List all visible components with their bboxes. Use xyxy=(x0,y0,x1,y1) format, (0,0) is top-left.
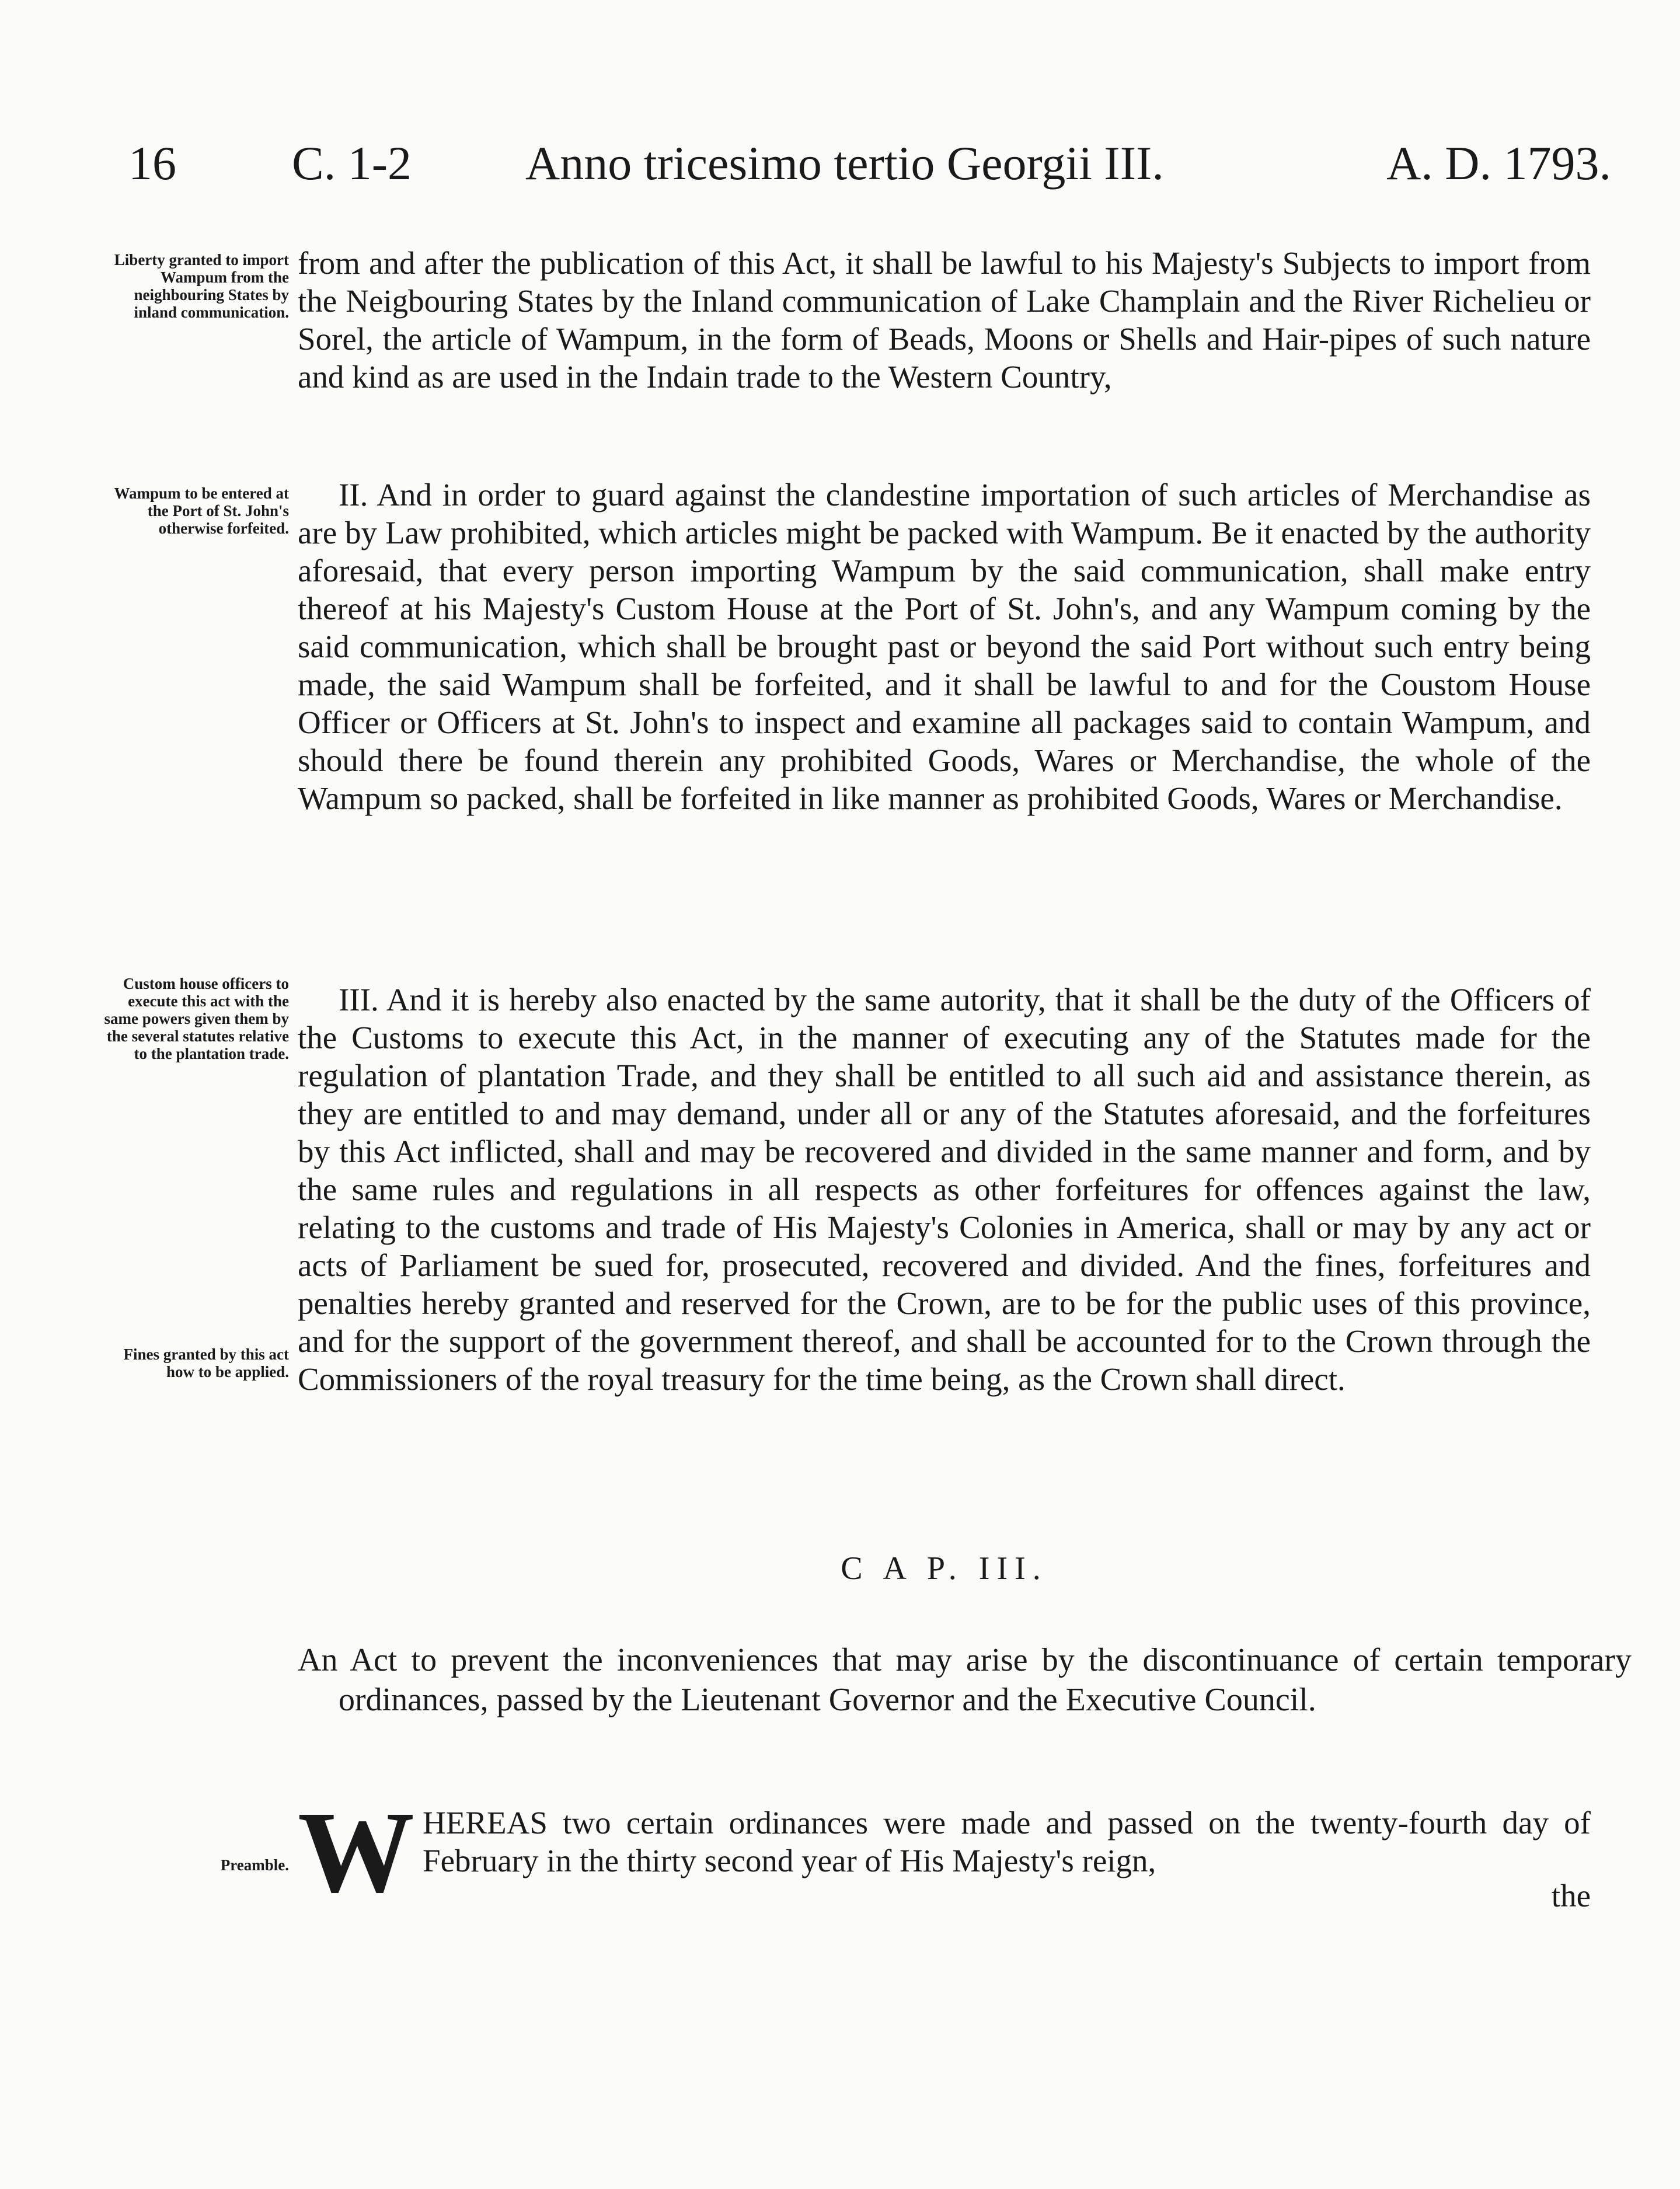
reign-title: Anno tricesimo tertio Georgii III. xyxy=(525,137,1164,190)
chapter-reference: C. 1-2 xyxy=(292,137,412,190)
catchword: the xyxy=(1551,1878,1591,1913)
paragraph-1: from and after the publication of this Act, it shall be lawful to his Majesty's Subjects to import from the Neigbouring States by the Inland communication of Lake Champlain and the River Richelieu or Sorel, the article of Wampum, in the form of Beads, Moons or Shells and Hair-pipes of such nature and kind as are used in the Indain trade to the Western Country, xyxy=(298,245,1591,395)
drop-cap: W xyxy=(298,1788,414,1917)
margin-note-wampum-entry: Wampum to be entered at the Port of St. John's otherwise forfeited. xyxy=(114,484,289,537)
page-number: 16 xyxy=(128,137,176,190)
margin-note-fines: Fines granted by this act how to be applied. xyxy=(123,1346,289,1381)
paragraph-3: III. And it is hereby also enacted by the same autority, that it shall be the duty of the Officers of the Customs to execute this Act, in the manner of executing any of the Statutes made for the regulation of plantation Trade, and they shall be entitled to all such aid and assistance therein, as they are entitled to and may demand, under all or any of the Statutes aforesaid, and the forfeitures by this Act inflicted, shall and may be recovered and divided in the same manner and form, and by the same rules and regulations in all respects as other forfeitures for offences against the law, relating to the customs and trade of His Majesty's Colonies in America, shall or may by any act or acts of Parliament be sued for, prosecuted, recovered and divided. And the fines, forfeitures and penalties hereby granted and reserved for the Crown, are to be for the public uses of this province, and for the support of the government thereof, and shall be accounted for to the Crown through the Commissioners of the royal treasury for the time being, as the Crown shall direct. xyxy=(298,982,1591,1397)
chapter-heading: C A P. III. xyxy=(841,1550,1048,1587)
year: A. D. 1793. xyxy=(1386,137,1611,190)
margin-note-preamble: Preamble. xyxy=(220,1856,289,1874)
margin-note-liberty: Liberty granted to import Wampum from the neighbouring States by inland communication. xyxy=(114,251,289,321)
preamble-block xyxy=(298,1788,1591,1917)
paragraph-2: II. And in order to guard against the clandestine importation of such articles of Merchandise as are by Law prohibited, which articles might be packed with Wampum. Be it enacted by the authority aforesaid, that every person importing Wampum by the said communication, shall make entry thereof at his Majesty's Custom House at the Port of St. John's, and any Wampum coming by the said communication, which shall be brought past or beyond the said Port without such entry being made, the said Wampum shall be forfeited, and it shall be lawful to and for the Coustom House Officer or Officers at St. John's to inspect and examine all packages said to contain Wampum, and should there be found therein any prohibited Goods, Wares or Merchandise, the whole of the Wampum so packed, shall be forfeited in like manner as prohibited Goods, Wares or Merchandise. xyxy=(298,477,1591,816)
act-title: An Act to prevent the inconveniences that may arise by the discontinuance of certain temporary ordinances, passed by the Lieutenant Governor and the Executive Council. xyxy=(298,1642,1632,1718)
preamble-text: HEREAS two certain ordinances were made and passed on the twenty-fourth day of February in the thirty second year of His Majesty's reign, xyxy=(423,1805,1591,1878)
running-header xyxy=(117,131,1611,201)
margin-note-custom-officers: Custom house officers to execute this act with the same powers given them by the several statutes relative to the plantation trade. xyxy=(104,975,289,1062)
